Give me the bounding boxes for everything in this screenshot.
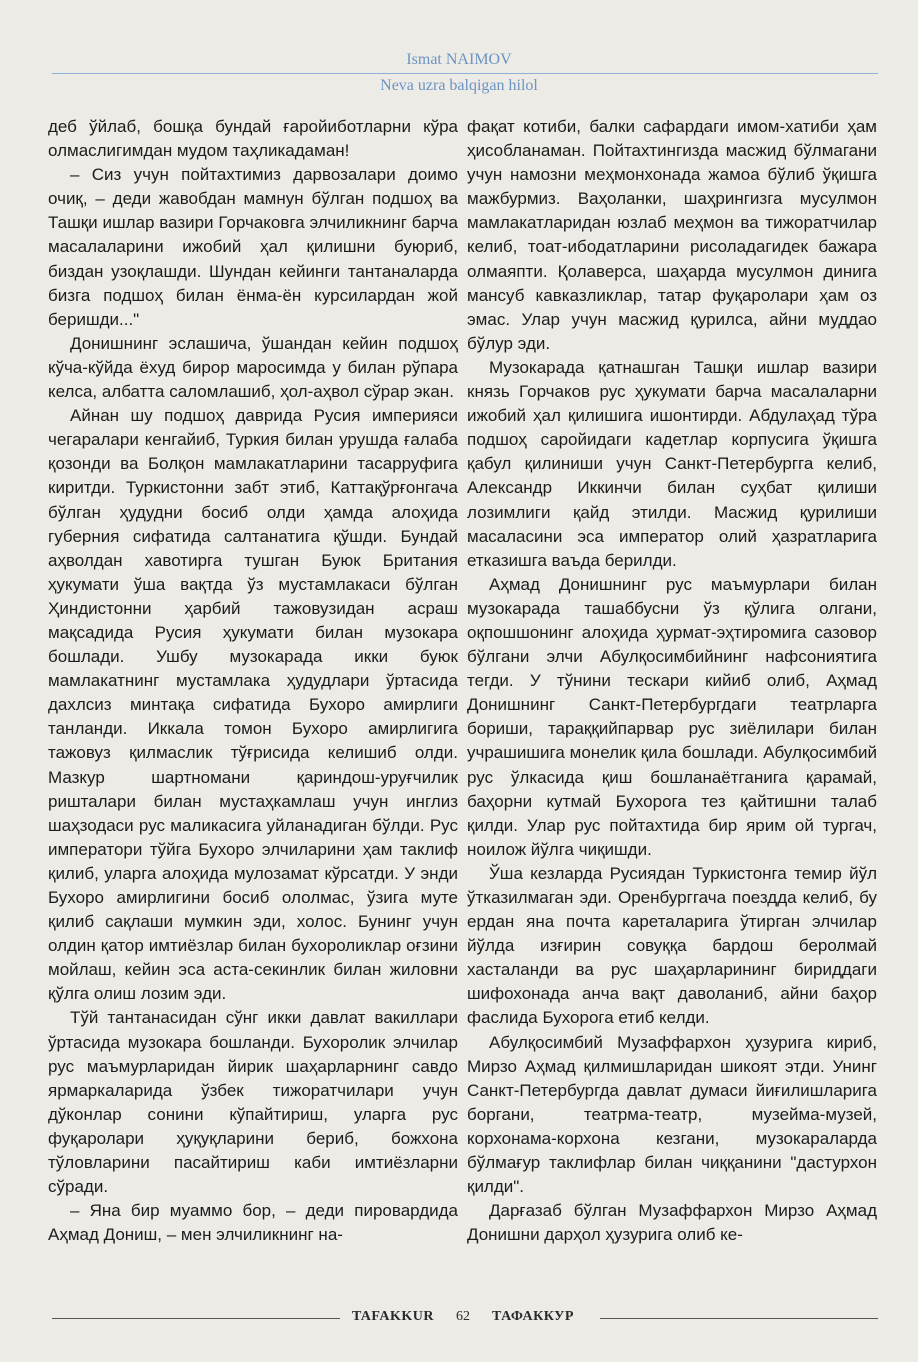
- header-subtitle: Neva uzra balqigan hilol: [380, 77, 538, 94]
- paragraph: Аҳмад Донишнинг рус маъмурлари билан музокарада ташаббусни ўз қўлига олгани, оқпошшонинг алоҳида ҳурмат-эҳтиромига сазовор бўлгани элчи Абулқосимбийнинг нафсониятига тегди. У тўнини тескари кийиб олиб, Аҳмад Донишнинг Санкт-Петербургдаги театрларга бориши, тараққийпарвар рус зиёлилари билан учрашишига монелик қила бошлади. Абулқосимбий рус ўлкасида қиш бошланаётганига қарамай, баҳорни кутмай Бухорога тез қайтишни талаб қилди. Улар рус пойтахтида бир ярим ой тургач, ноилож йўлга чиқишди.: [467, 574, 877, 859]
- paragraph: – Сиз учун пойтахтимиз дарвозалари доимо очиқ, – деди жавобдан мамнун бўлган подшоҳ ва Ташқи ишлар вазири Горчаковга элчиликнинг барча масалаларини ижобий ҳал қилишни буюриб, биздан узоқлашди. Шундан кейинги тантаналарда бизга подшоҳ билан ёнма-ён курсилардан жой беришди...": [48, 165, 458, 329]
- footer-journal-cyrillic: ТАФАККУР: [492, 1309, 574, 1324]
- paragraph: фақат котиби, балки сафардаги имом-хатиби ҳам ҳисобланаман. Пойтахтингизда масжид бўлмагани учун намозни меҳмонхонада жамоа бўлиб ўқишга мажбурмиз. Ваҳоланки, шаҳрингизга мусулмон мамлакатларидан юзлаб меҳмон ва тижоратчилар келиб, тоат-ибодатларини рисоладагидек бажара олмаяпти. Қолаверса, шаҳарда мусулмон динига мансуб кавказликлар, татар фуқаролари ҳам оз эмас. Улар учун масжид қурилса, айни муддао бўлур эди.: [467, 117, 877, 353]
- paragraph: Ўша кезларда Русиядан Туркистонга темир йўл ўтказилмаган эди. Оренбурггача поездда келиб, бу ердан яна почта кареталарига ўтирган элчилар йўлда изғирин совуққа бардош беролмай хасталанди ва рус шаҳарларининг бириддаги шифохонада анча вақт даволаниб, айни баҳор фаслида Бухорога етиб келди.: [467, 863, 877, 1028]
- paragraph: Музокарада қатнашган Ташқи ишлар вазири князь Горчаков рус ҳукумати барча масалаларни ижобий ҳал қилишига ишонтирди. Абдулаҳад тўра подшоҳ саройидаги кадетлар корпусига ўқишга қабул қилиниши учун Санкт-Петербургга келиб, Александр Иккинчи билан суҳбат қилиши лозимлиги қайд этилди. Масжид қурилиши масаласини эса император олий ҳазратларига етказишга ваъда берилди.: [467, 357, 877, 570]
- left-column: [48, 115, 458, 1247]
- footer-journal-latin: TAFAKKUR: [352, 1309, 435, 1324]
- page-footer: [0, 1309, 918, 1329]
- header-author: Ismat NAIMOV: [406, 51, 512, 68]
- paragraph: Дарғазаб бўлган Музаффархон Мирзо Аҳмад Донишни дарҳол ҳузурига олиб ке-: [467, 1201, 877, 1245]
- page-number: 62: [456, 1309, 470, 1324]
- paragraph: – Яна бир муаммо бор, – деди пировардида Аҳмад Дониш, – мен элчиликнинг на-: [48, 1201, 458, 1245]
- paragraph: Донишнинг эслашича, ўшандан кейин подшоҳ кўча-кўйда ёхуд бирор маросимда у билан рўпара келса, албатта саломлашиб, ҳол-аҳвол сўрар экан.: [48, 333, 458, 402]
- paragraph: Абулқосимбий Музаффархон ҳузурига кириб, Мирзо Аҳмад қилмишларидан шикоят этди. Унинг Санкт-Петербургда давлат думаси йиғилишларига боргани, театрма-театр, музейма-музей, корхонама-корхона кезгани, музокараларда бўлмағур таклифлар билан чиққанини "дастурхон қилди".: [467, 1032, 877, 1197]
- right-column: [467, 115, 877, 1247]
- paragraph: Тўй тантанасидан сўнг икки давлат вакиллари ўртасида музокара бошланди. Бухоролик элчилар рус маъмурларидан йирик шаҳарларнинг савдо ярмаркаларида ўзбек тижоратчилари учун дўконлар сонини кўпайтириш, уларга рус фуқаролари ҳуқуқларини бериб, божхона тўловларини пасайтириш каби имтиёзларни сўради.: [48, 1008, 458, 1197]
- paragraph: Айнан шу подшоҳ даврида Русия империяси чегаралари кенгайиб, Туркия билан урушда ғалаба қозонди ва Болқон мамлакатларини тасарруфига киритди. Туркистонни забт этиб, Каттақўрғонгача бўлган ҳудудни босиб олди ҳамда алоҳида губерния сифатида салтанатига қўшди. Бундай аҳволдан хавотирга тушган Буюк Британия ҳукумати ўша вақтда ўз мустамлакаси бўлган Ҳиндистонни ҳарбий тажовузидан асраш мақсадида Русия ҳукумати билан музокара бошлади. Ушбу музокарада икки буюк мамлакатнинг мустамлака ҳудудлари ўртасида дахлсиз минтақа сифатида Бухоро амирлиги танланди. Иккала томон Бухоро амирлигига тажовуз қилмаслик тўғрисида келишиб олди. Мазкур шартномани қариндош-уруғчилик ришталари билан мустаҳкамлаш учун инглиз шаҳзодаси рус маликасига уйланадиган бўлди. Рус императори тўйга Бухоро элчиларини ҳам таклиф қилиб, уларга алоҳида мулозамат кўрсатди. У энди Бухоро амирлигини босиб ололмас, ўзига муте қилиб сақлаши мумкин эди, холос. Бунинг учун олдин қатор имтиёзлар билан бухороликлар оғзини мойлаш, кейин эса аста-секинлик билан жиловни қўлга олиш лозим эди.: [48, 406, 458, 1004]
- footer-rule-left: [52, 1318, 340, 1319]
- header-rule: [52, 73, 878, 74]
- footer-rule-right: [600, 1318, 878, 1319]
- running-header: [0, 50, 918, 96]
- paragraph: деб ўйлаб, бошқа бундай ғаройиботларни кўра олмаслигимдан мудом таҳликадаман!: [48, 117, 458, 161]
